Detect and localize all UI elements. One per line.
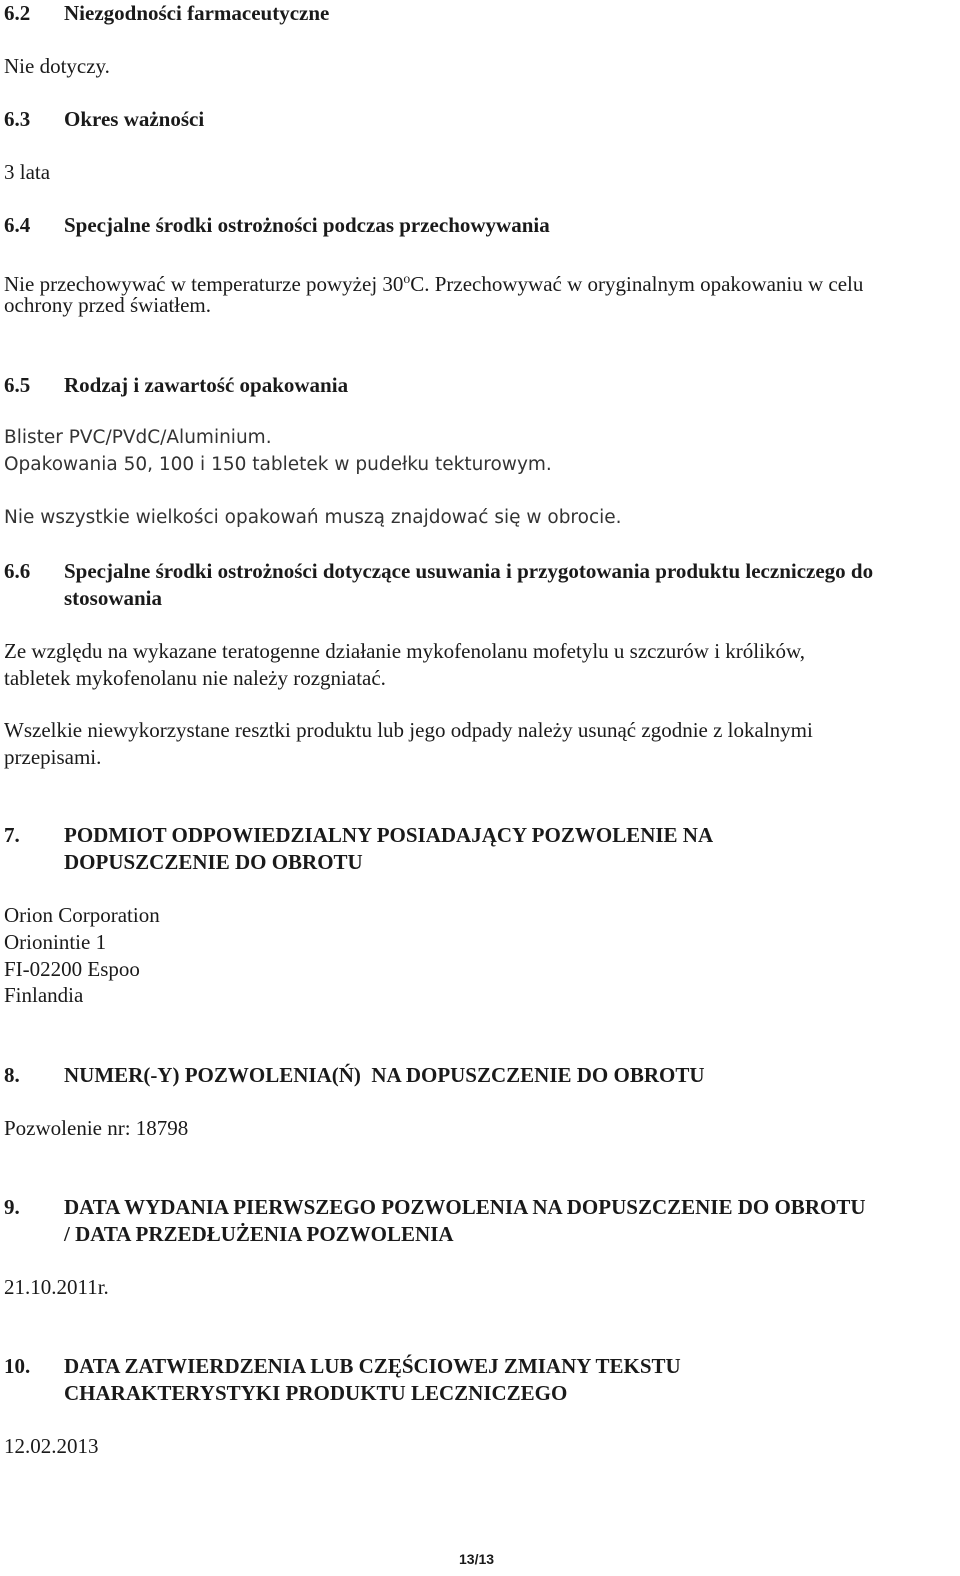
section-6-3-text: 3 lata — [4, 160, 51, 184]
page-number: 13/13 — [459, 1551, 495, 1567]
section-8-text: Pozwolenie nr: 18798 — [4, 1116, 189, 1140]
section-10-text: 12.02.2013 — [4, 1434, 99, 1458]
section-6-5-line-3: Nie wszystkie wielkości opakowań muszą znajdować się w obrocie. — [4, 507, 622, 528]
section-9-heading — [4, 1194, 866, 1248]
section-6-3-heading — [4, 106, 204, 133]
section-number: 6.6 — [4, 559, 31, 583]
section-number: 9. — [4, 1195, 20, 1219]
section-9-text: 21.10.2011r. — [4, 1275, 109, 1299]
section-number: 10. — [4, 1354, 31, 1378]
section-title: NUMER(-Y) POZWOLENIA(Ń) NA DOPUSZCZENIE DO OBROTU — [64, 1063, 705, 1087]
section-7-heading — [4, 822, 713, 876]
section-10-heading — [4, 1353, 681, 1407]
section-number: 6.5 — [4, 373, 31, 397]
section-6-2-text: Nie dotyczy. — [4, 54, 110, 78]
section-number: 6.3 — [4, 107, 31, 131]
section-title-line-2: / DATA PRZEDŁUŻENIA POZWOLENIA — [64, 1222, 454, 1246]
section-title-line-2: DOPUSZCZENIE DO OBROTU — [64, 850, 363, 874]
section-6-5-line-2: Opakowania 50, 100 i 150 tabletek w pudełku tekturowym. — [4, 454, 552, 475]
address-line-city: FI-02200 Espoo — [4, 957, 140, 981]
section-title: Niezgodności farmaceutyczne — [64, 1, 330, 25]
address-line-street: Orionintie 1 — [4, 930, 107, 954]
section-number: 7. — [4, 823, 20, 847]
section-number: 6.4 — [4, 213, 31, 237]
section-number: 8. — [4, 1063, 20, 1087]
section-6-6-heading — [4, 558, 873, 612]
section-6-2-heading — [4, 0, 329, 27]
section-6-6-p1-line-2: tabletek mykofenolanu nie należy rozgniatać. — [4, 666, 386, 690]
section-title: Okres ważności — [64, 107, 205, 131]
section-6-6-p2-line-1: Wszelkie niewykorzystane resztki produktu lub jego odpady należy usunąć zgodnie z lokalnymi — [4, 718, 813, 742]
degree-sup: o — [403, 271, 411, 286]
section-6-6-p2-line-2: przepisami. — [4, 745, 102, 769]
section-8-heading — [4, 1062, 705, 1089]
section-6-5-line-1: Blister PVC/PVdC/Aluminium. — [4, 427, 272, 448]
section-number: 6.2 — [4, 1, 31, 25]
storage-text-b: C. Przechowywać w oryginalnym opakowaniu w celu — [410, 272, 864, 296]
section-6-4-text-line-2: ochrony przed światłem. — [4, 293, 212, 317]
address-line-country: Finlandia — [4, 983, 84, 1007]
section-title-line-1: PODMIOT ODPOWIEDZIALNY POSIADAJĄCY POZWOLENIE NA — [64, 823, 714, 847]
section-title: Specjalne środki ostrożności podczas przechowywania — [64, 213, 550, 237]
section-6-6-p1-line-1: Ze względu na wykazane teratogenne działanie mykofenolanu mofetylu u szczurów i królików, — [4, 639, 806, 663]
section-6-5-heading — [4, 372, 348, 399]
section-title-line-2: CHARAKTERYSTYKI PRODUKTU LECZNICZEGO — [64, 1381, 568, 1405]
section-title-line-1: Specjalne środki ostrożności dotyczące usuwania i przygotowania produktu leczniczego do — [64, 559, 874, 583]
section-title: Rodzaj i zawartość opakowania — [64, 373, 349, 397]
section-title-line-1: DATA WYDANIA PIERWSZEGO POZWOLENIA NA DOPUSZCZENIE DO OBROTU — [64, 1195, 866, 1219]
storage-text-a: Nie przechowywać w temperaturze powyżej 30 — [4, 272, 404, 296]
section-6-4-heading — [4, 212, 550, 239]
address-line-company: Orion Corporation — [4, 903, 160, 927]
section-title-line-1: DATA ZATWIERDZENIA LUB CZĘŚCIOWEJ ZMIANY TEKSTU — [64, 1354, 681, 1378]
section-title-line-2: stosowania — [64, 586, 163, 610]
